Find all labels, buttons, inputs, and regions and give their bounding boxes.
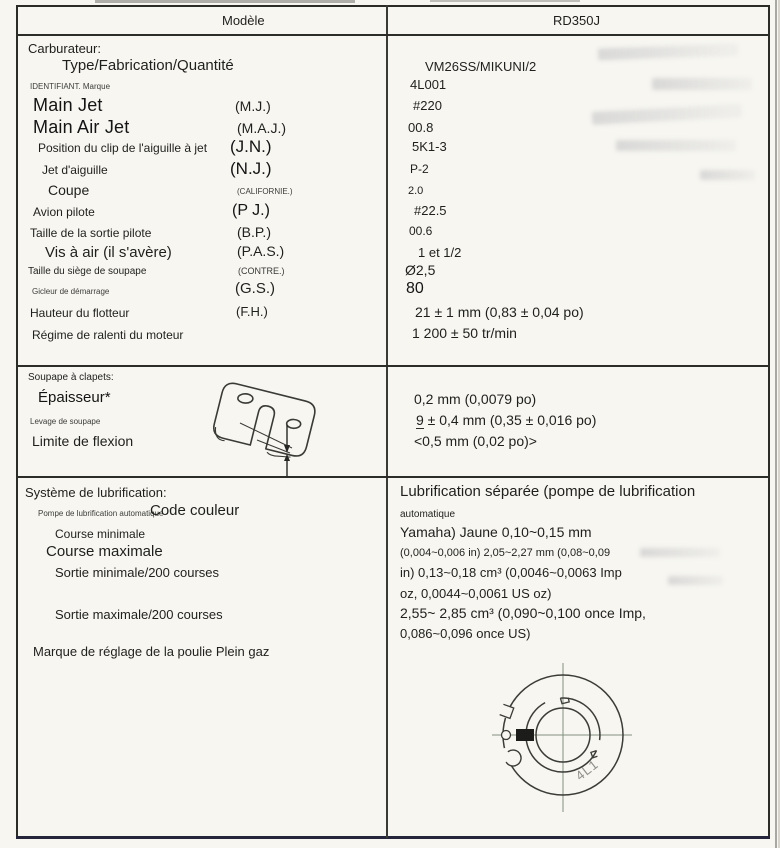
row-cutaway-value: 2.0 bbox=[408, 185, 424, 197]
scan-top-artifact-2 bbox=[430, 0, 580, 2]
row-main-air-jet-value: 00.8 bbox=[408, 120, 434, 135]
lube-value-line-6: oz, 0,0044~0,0061 US oz) bbox=[400, 586, 552, 601]
row-idle-speed-value: 1 200 ± 50 tr/min bbox=[412, 325, 517, 341]
carburetor-section-title: Carburateur: bbox=[28, 41, 101, 56]
scan-bleedthrough bbox=[700, 170, 755, 180]
header-divider bbox=[16, 34, 770, 36]
row-id-mark-label: IDENTIFIANT. Marque bbox=[30, 82, 111, 91]
row-starter-jet-code: (G.S.) bbox=[235, 280, 275, 297]
scan-bleedthrough bbox=[668, 576, 723, 585]
scan-bleedthrough bbox=[616, 140, 736, 151]
lube-value-line-8: 0,086~0,096 once US) bbox=[400, 626, 531, 641]
row-float-height-code: (F.H.) bbox=[236, 304, 268, 319]
row-air-screw-code: (P.A.S.) bbox=[237, 243, 285, 259]
row-type-fabrication-label: Type/Fabrication/Quantité bbox=[62, 57, 234, 74]
row-main-jet-value: #220 bbox=[413, 98, 442, 113]
autolube-pump-label-small: Pompe de lubrification automatique - bbox=[38, 509, 169, 518]
row-main-air-jet-code: (M.A.J.) bbox=[237, 120, 286, 136]
lube-value-line-3: Yamaha) Jaune 0,10~0,15 mm bbox=[400, 524, 592, 540]
edge-notch-u bbox=[496, 748, 521, 766]
reed-thickness-label: Épaisseur* bbox=[38, 389, 111, 406]
row-valve-seat-value: Ø2,5 bbox=[405, 262, 436, 278]
row-pilot-jet-value: #22.5 bbox=[414, 203, 447, 218]
row-bypass-label: Taille de la sortie pilote bbox=[30, 226, 152, 240]
row-main-jet-label: Main Jet bbox=[33, 95, 103, 115]
row-main-jet-code: (M.J.) bbox=[235, 98, 271, 114]
scan-bleedthrough bbox=[652, 78, 752, 90]
row-pilot-jet-code: (P J.) bbox=[232, 202, 270, 219]
row-jet-needle-clip-code: (J.N.) bbox=[230, 137, 272, 156]
reed-lift-label: Levage de soupape bbox=[30, 417, 101, 426]
row-cutaway-code: (CALIFORNIE.) bbox=[237, 187, 293, 196]
scan-top-artifact bbox=[95, 0, 355, 3]
scan-bleedthrough bbox=[640, 548, 720, 557]
lube-value-line-5: in) 0,13~0,18 cm³ (0,0046~0,0063 Imp bbox=[400, 565, 622, 580]
reed-valve-section-title: Soupape à clapets: bbox=[28, 372, 114, 383]
row-jet-needle-clip-value: 5K1-3 bbox=[412, 139, 447, 154]
max-stroke-label: Course maximale bbox=[46, 543, 163, 560]
row-starter-jet-label: Gicleur de démarrage bbox=[32, 287, 110, 296]
model-value-header: RD350J bbox=[553, 13, 600, 28]
row-float-height-label: Hauteur du flotteur bbox=[30, 306, 130, 320]
reed-bend-value: <0,5 mm (0,02 po)> bbox=[414, 433, 537, 449]
max-output-label: Sortie maximale/200 courses bbox=[55, 607, 223, 622]
pulley-mark-label: Marque de réglage de la poulie Plein gaz bbox=[33, 644, 270, 659]
reed-lift-value-rest: ± 0,4 mm (0,35 ± 0,016 po) bbox=[423, 412, 597, 428]
row-air-screw-value: 1 et 1/2 bbox=[418, 245, 462, 260]
edge-notch-square bbox=[499, 704, 514, 719]
min-stroke-label: Course minimale bbox=[55, 527, 146, 541]
table-bottom-edge bbox=[16, 836, 770, 839]
row-starter-jet-value: 80 bbox=[406, 280, 424, 297]
row-valve-seat-code: (CONTRE.) bbox=[238, 266, 285, 276]
lube-value-line-4: (0,004~0,006 in) 2,05~2,27 mm (0,08~0,09 bbox=[400, 547, 611, 559]
pulley-part-mark: 4L1 bbox=[572, 756, 602, 784]
lube-value-line-2: automatique bbox=[400, 509, 456, 520]
reed-bend-label: Limite de flexion bbox=[32, 433, 134, 449]
autolube-pump-label: Code couleur bbox=[150, 502, 240, 519]
row-needle-jet-code: (N.J.) bbox=[230, 159, 272, 178]
reed-valve-diagram bbox=[195, 363, 375, 481]
row-float-height-value: 21 ± 1 mm (0,83 ± 0,04 po) bbox=[415, 304, 584, 320]
throttle-pulley-diagram bbox=[480, 655, 650, 825]
row-valve-seat-label: Taille du siège de soupape bbox=[28, 266, 147, 277]
alignment-mark bbox=[516, 729, 534, 741]
lubrication-section-title: Système de lubrification: bbox=[25, 485, 167, 500]
row-needle-jet-value: P-2 bbox=[410, 162, 429, 176]
row-needle-jet-label: Jet d'aiguille bbox=[42, 163, 108, 177]
row-type-fabrication-value: VM26SS/MIKUNI/2 bbox=[425, 59, 537, 74]
model-column-header: Modèle bbox=[222, 13, 265, 28]
scan-edge-line bbox=[775, 0, 777, 848]
section-divider-reed bbox=[16, 365, 770, 367]
column-divider bbox=[386, 5, 388, 838]
pulley-pin-hole bbox=[502, 731, 511, 740]
reed-lift-value bbox=[416, 413, 596, 428]
section-divider-lube bbox=[16, 476, 770, 478]
row-pilot-jet-label: Avion pilote bbox=[33, 205, 95, 219]
row-main-air-jet-label: Main Air Jet bbox=[33, 117, 130, 137]
row-bypass-value: 00.6 bbox=[409, 224, 433, 238]
row-bypass-code: (B.P.) bbox=[237, 224, 271, 240]
row-id-mark-value: 4L001 bbox=[410, 77, 447, 92]
row-idle-speed-label: Régime de ralenti du moteur bbox=[32, 328, 184, 342]
reed-thickness-value: 0,2 mm (0,0079 po) bbox=[414, 391, 537, 407]
row-air-screw-label: Vis à air (il s'avère) bbox=[45, 244, 172, 261]
reed-lift-value-prefix: 9 bbox=[416, 412, 424, 428]
lube-value-line-7: 2,55~ 2,85 cm³ (0,090~0,100 once Imp, bbox=[400, 605, 646, 621]
lube-value-line-1: Lubrification séparée (pompe de lubrification bbox=[400, 483, 696, 500]
row-jet-needle-clip-label: Position du clip de l'aiguille à jet bbox=[38, 141, 208, 155]
retainer-ring-arc-1 bbox=[560, 698, 600, 740]
min-output-label: Sortie minimale/200 courses bbox=[55, 565, 220, 580]
row-cutaway-label: Coupe bbox=[48, 182, 90, 198]
